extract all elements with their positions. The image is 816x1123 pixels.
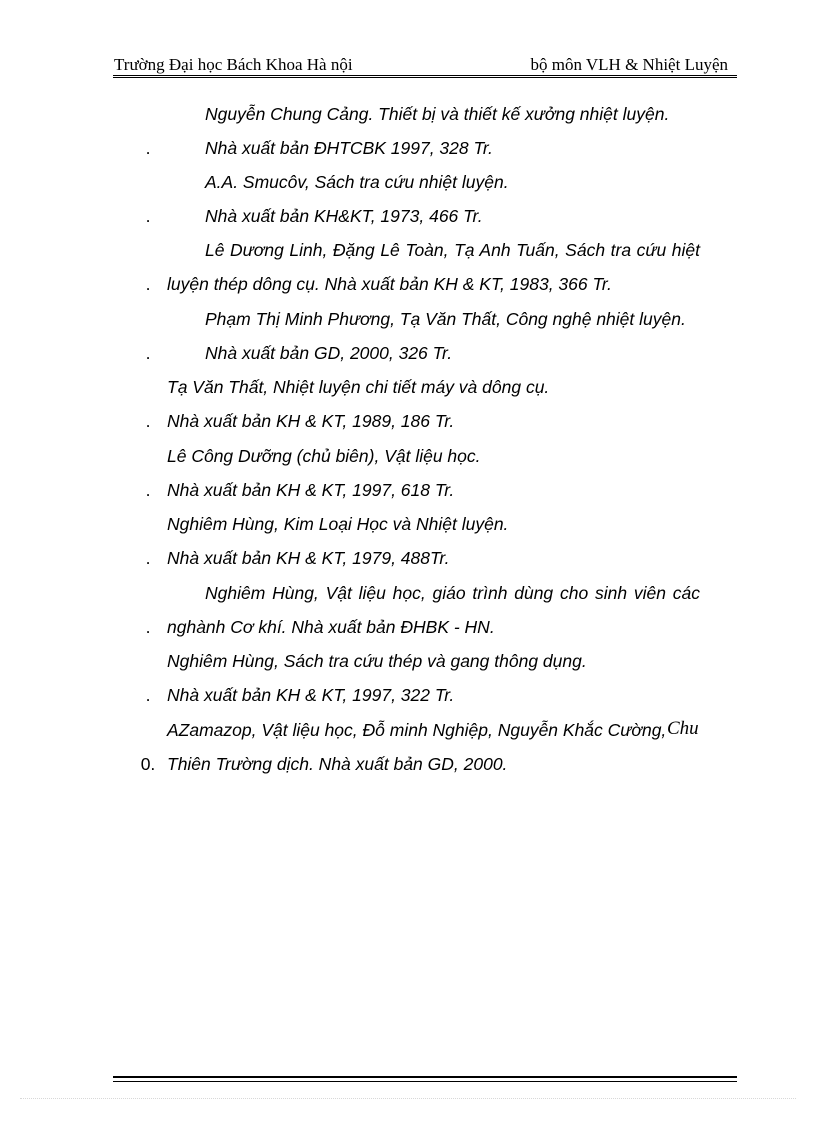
list-marker: . xyxy=(145,274,151,294)
list-item-continuation xyxy=(0,342,816,376)
list-item xyxy=(0,719,816,753)
header-rule-second xyxy=(113,77,737,78)
list-item xyxy=(0,171,816,205)
reference-publisher-line: luyện thép dông cụ. Nhà xuất bản KH & KT, 1983, 366 Tr. xyxy=(167,274,612,294)
list-marker: . xyxy=(145,617,151,637)
header-rule xyxy=(113,75,737,76)
footer-rule xyxy=(113,1076,737,1078)
reference-publisher-line: Nhà xuất bản GD, 2000, 326 Tr. xyxy=(205,343,453,363)
reference-title-line: AZamazop, Vật liệu học, Đỗ minh Nghiệp, Nguyễn Khắc Cường, xyxy=(167,720,667,740)
list-item xyxy=(0,650,816,684)
list-item-continuation xyxy=(0,753,816,787)
reference-title-line: Phạm Thị Minh Phương, Tạ Văn Thất, Công nghệ nhiệt luyện. xyxy=(205,309,686,329)
list-marker: . xyxy=(145,206,151,226)
reference-publisher-line: Nhà xuất bản ĐHTCBK 1997, 328 Tr. xyxy=(205,138,493,158)
list-marker: . xyxy=(145,685,151,705)
reference-title-line: Tạ Văn Thất, Nhiệt luyện chi tiết máy và dông cụ. xyxy=(167,377,550,397)
list-item-continuation xyxy=(0,479,816,513)
reference-title-line: Lê Dương Linh, Đặng Lê Toàn, Tạ Anh Tuấn, Sách tra cứu hiệt xyxy=(205,240,700,260)
list-item-continuation xyxy=(0,137,816,171)
reference-publisher-line: Thiên Trường dịch. Nhà xuất bản GD, 2000. xyxy=(167,754,508,774)
reference-title-line: Nghiêm Hùng, Kim Loại Học và Nhiệt luyện. xyxy=(167,514,509,534)
list-item xyxy=(0,376,816,410)
list-item-continuation xyxy=(0,616,816,650)
list-item xyxy=(0,582,816,616)
list-item xyxy=(0,513,816,547)
reference-publisher-line: Nhà xuất bản KH & KT, 1997, 618 Tr. xyxy=(167,480,455,500)
reference-title-line: Nghiêm Hùng, Vật liệu học, giáo trình dùng cho sinh viên các xyxy=(205,583,700,603)
list-item xyxy=(0,239,816,273)
header-department: bộ môn VLH & Nhiệt Luyện xyxy=(530,55,728,74)
list-marker: 0. xyxy=(140,754,156,774)
reference-publisher-line: Nhà xuất bản KH&KT, 1973, 466 Tr. xyxy=(205,206,483,226)
reference-title-tail: Chu xyxy=(667,718,699,739)
list-item-continuation xyxy=(0,547,816,581)
reference-title-line: A.A. Smucôv, Sách tra cứu nhiệt luyện. xyxy=(205,172,509,192)
list-marker: . xyxy=(145,411,151,431)
list-item-continuation xyxy=(0,410,816,444)
reference-publisher-line: nghành Cơ khí. Nhà xuất bản ĐHBK - HN. xyxy=(167,617,495,637)
list-item xyxy=(0,103,816,137)
reference-publisher-line: Nhà xuất bản KH & KT, 1979, 488Tr. xyxy=(167,548,450,568)
list-item xyxy=(0,308,816,342)
header-school-name: Trường Đại học Bách Khoa Hà nội xyxy=(114,55,353,74)
list-item-continuation xyxy=(0,273,816,307)
page-boundary-dotted-line xyxy=(20,1098,796,1099)
list-item-continuation xyxy=(0,684,816,718)
reference-publisher-line: Nhà xuất bản KH & KT, 1989, 186 Tr. xyxy=(167,411,455,431)
reference-publisher-line: Nhà xuất bản KH & KT, 1997, 322 Tr. xyxy=(167,685,455,705)
list-item xyxy=(0,445,816,479)
list-marker: . xyxy=(145,343,151,363)
list-marker: . xyxy=(145,480,151,500)
reference-title-line: Nghiêm Hùng, Sách tra cứu thép và gang thông dụng. xyxy=(167,651,587,671)
reference-title-line: Lê Công Dưỡng (chủ biên), Vật liệu học. xyxy=(167,446,481,466)
list-marker: . xyxy=(145,548,151,568)
list-marker: . xyxy=(145,138,151,158)
list-item-continuation xyxy=(0,205,816,239)
reference-title-line: Nguyễn Chung Cảng. Thiết bị và thiết kế xưởng nhiệt luyện. xyxy=(205,104,670,124)
footer-rule-second xyxy=(113,1081,737,1082)
